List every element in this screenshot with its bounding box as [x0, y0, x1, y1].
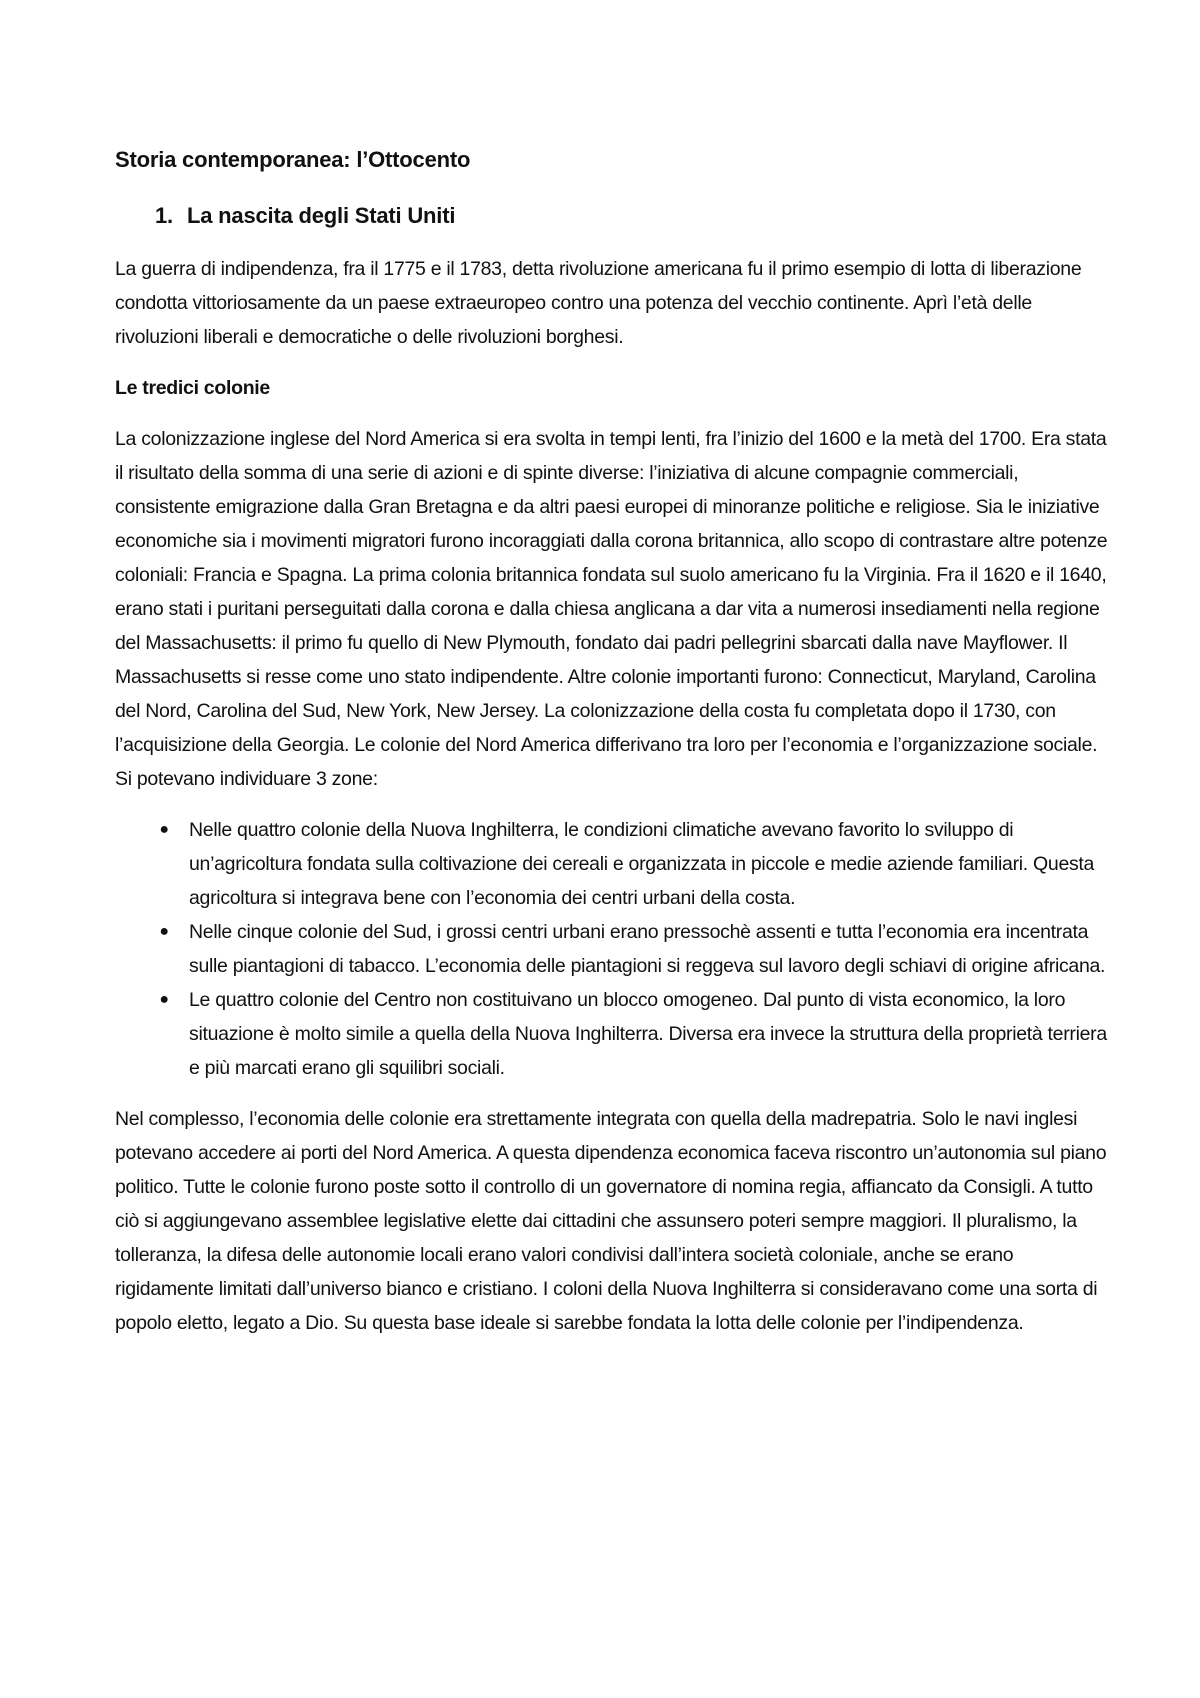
list-item [115, 915, 1115, 983]
document-body [115, 144, 1115, 1357]
bullet-icon: ● [159, 821, 169, 838]
list-item-text: Nelle cinque colonie del Sud, i grossi centri urbani erano pressochè assenti e tutta l’economia era incentrata sulle piantagioni di tabacco. L’economia delle piantagioni si reggeva sul lavoro degli schiavi di origine africana. [189, 921, 1106, 977]
list-item-text: Nelle quattro colonie della Nuova Inghilterra, le condizioni climatiche avevano favorito lo sviluppo di un’agricoltura fondata sulla coltivazione dei cereali e organizzata in piccole e medie aziende familiari. Questa agricoltura si integrava bene con l’economia dei centri urbani della costa. [189, 819, 1095, 909]
zones-bullet-list [115, 813, 1115, 1085]
colonies-paragraph: La colonizzazione inglese del Nord America si era svolta in tempi lenti, fra l’inizio del 1600 e la metà del 1700. Era stata il risultato della somma di una serie di azioni e di spinte diverse: l’iniziativa di alcune compagnie commerciali, consistente emigrazione dalla Gran Bretagna e da altri paesi europei di minoranze politiche e religiose. Sia le iniziative economiche sia i movimenti migratori furono incoraggiati dalla corona britannica, allo scopo di contrastare altre potenze coloniali: Francia e Spagna. La prima colonia britannica fondata sul suolo americano fu la Virginia. Fra il 1620 e il 1640, erano stati i puritani perseguitati dalla corona e dalla chiesa anglicana a dar vita a numerosi insediamenti nella regione del Massachusetts: il primo fu quello di New Plymouth, fondato dai padri pellegrini sbarcati dalla nave Mayflower. Il Massachusetts si resse come uno stato indipendente. Altre colonie importanti furono: Connecticut, Maryland, Carolina del Nord, Carolina del Sud, New York, New Jersey. La colonizzazione della costa fu completata dopo il 1730, con l’acquisizione della Georgia. Le colonie del Nord America differivano tra loro per l’economia e l’organizzazione sociale. Si potevano individuare 3 zone: [115, 428, 1108, 790]
closing-paragraph: Nel complesso, l’economia delle colonie era strettamente integrata con quella della madrepatria. Solo le navi inglesi potevano accedere ai porti del Nord America. A questa dipendenza economica faceva riscontro un’autonomia sul piano politico. Tutte le colonie furono poste sotto il controllo di un governatore di nomina regia, affiancato da Consigli. A tutto ciò si aggiungevano assemblee legislative elette dai cittadini che assunsero poteri sempre maggiori. Il pluralismo, la tolleranza, la difesa delle autonomie locali erano valori condivisi dall’intera società coloniale, anche se erano rigidamente limitati dall’universo bianco e cristiano. I coloni della Nuova Inghilterra si consideravano come una sorta di popolo eletto, legato a Dio. Su questa base ideale si sarebbe fondata la lotta delle colonie per l’indipendenza. [115, 1108, 1107, 1334]
section-title: La nascita degli Stati Uniti [187, 203, 456, 228]
list-item-text: Le quattro colonie del Centro non costituivano un blocco omogeneo. Dal punto di vista economico, la loro situazione è molto simile a quella della Nuova Inghilterra. Diversa era invece la struttura della proprietà terriera e più marcati erano gli squilibri sociali. [189, 989, 1107, 1079]
document-title: Storia contemporanea: l’Ottocento [115, 147, 471, 172]
list-item [115, 813, 1115, 915]
section-heading [115, 200, 1115, 232]
bullet-icon: ● [159, 923, 169, 940]
bullet-icon: ● [159, 991, 169, 1008]
section-number: 1. [155, 203, 173, 228]
intro-paragraph: La guerra di indipendenza, fra il 1775 e il 1783, detta rivoluzione americana fu il primo esempio di lotta di liberazione condotta vittoriosamente da un paese extraeuropeo contro una potenza del vecchio continente. Aprì l’età delle rivoluzioni liberali e democratiche o delle rivoluzioni borghesi. [115, 258, 1082, 348]
list-item [115, 983, 1115, 1085]
subheading-tredici-colonie: Le tredici colonie [115, 377, 270, 399]
